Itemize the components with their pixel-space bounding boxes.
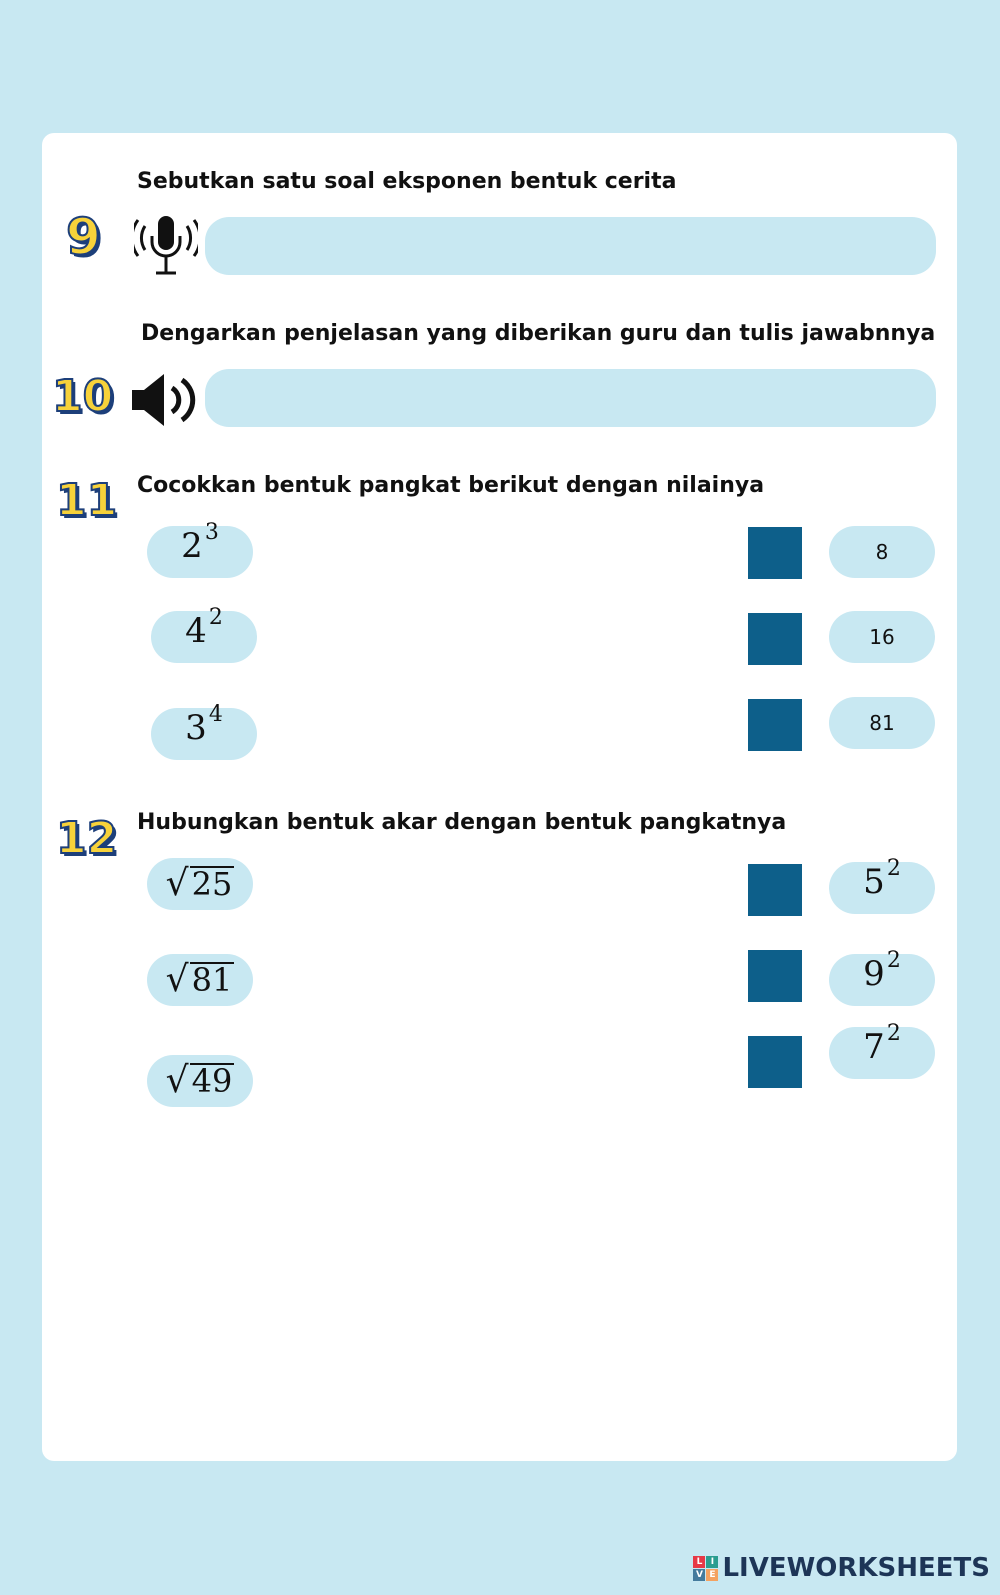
q9-number: 9 — [66, 208, 101, 266]
q12-left-item[interactable] — [147, 1055, 253, 1107]
q11-number: 11 — [56, 475, 118, 526]
q10-prompt: Dengarkan penjelasan yang diberikan guru dan tulis jawabnnya — [141, 321, 936, 346]
q11-right-item[interactable]: 16 — [829, 611, 935, 663]
q9-prompt: Sebutkan satu soal eksponen bentuk cerita — [137, 169, 677, 194]
radicand: 25 — [191, 865, 233, 904]
q11-left-item[interactable] — [151, 605, 257, 663]
sqrt-symbol: √ — [165, 959, 189, 1000]
q12-drop-box[interactable] — [748, 950, 802, 1002]
q12-left-item[interactable] — [147, 954, 253, 1006]
q10-answer-input[interactable] — [205, 369, 936, 427]
power-base: 4 — [185, 611, 207, 651]
speaker-icon[interactable] — [130, 370, 200, 430]
q10-number: 10 — [52, 371, 114, 422]
power-exponent: 2 — [886, 1021, 901, 1046]
q11-right-item[interactable]: 8 — [829, 526, 935, 578]
power-exponent: 4 — [208, 702, 223, 727]
power-base: 2 — [181, 526, 203, 566]
q11-drop-box[interactable] — [748, 699, 802, 751]
q12-right-item[interactable] — [829, 856, 935, 914]
q12-right-item[interactable] — [829, 1021, 935, 1079]
brand-name: LIVEWORKSHEETS — [722, 1553, 990, 1583]
sqrt-symbol: √ — [165, 863, 189, 904]
q11-drop-box[interactable] — [748, 527, 802, 579]
power-exponent: 2 — [886, 856, 901, 881]
q9-answer-input[interactable] — [205, 217, 936, 275]
radicand: 81 — [191, 961, 233, 1000]
sqrt-symbol: √ — [165, 1060, 189, 1101]
power-exponent: 2 — [208, 605, 223, 630]
logo-letter: L — [693, 1556, 705, 1568]
q11-left-item[interactable] — [151, 702, 257, 760]
power-base: 9 — [863, 954, 885, 994]
q12-drop-box[interactable] — [748, 1036, 802, 1088]
q11-left-item[interactable] — [147, 520, 253, 578]
power-base: 3 — [185, 708, 207, 748]
q12-left-item[interactable] — [147, 858, 253, 910]
liveworksheets-logo — [693, 1553, 990, 1583]
microphone-icon[interactable] — [134, 214, 198, 280]
power-exponent: 3 — [204, 520, 219, 545]
q12-number: 12 — [56, 813, 118, 864]
liveworksheets-logo-icon — [693, 1556, 718, 1581]
radicand: 49 — [191, 1062, 233, 1101]
q12-right-item[interactable] — [829, 948, 935, 1006]
q11-right-item[interactable]: 81 — [829, 697, 935, 749]
q12-drop-box[interactable] — [748, 864, 802, 916]
power-base: 5 — [863, 862, 885, 902]
q12-prompt: Hubungkan bentuk akar dengan bentuk pangkatnya — [137, 810, 787, 835]
logo-letter: E — [706, 1569, 718, 1581]
logo-letter: I — [706, 1556, 718, 1568]
q11-drop-box[interactable] — [748, 613, 802, 665]
power-base: 7 — [863, 1027, 885, 1067]
q11-prompt: Cocokkan bentuk pangkat berikut dengan nilainya — [137, 473, 765, 498]
logo-letter: V — [693, 1569, 705, 1581]
power-exponent: 2 — [886, 948, 901, 973]
